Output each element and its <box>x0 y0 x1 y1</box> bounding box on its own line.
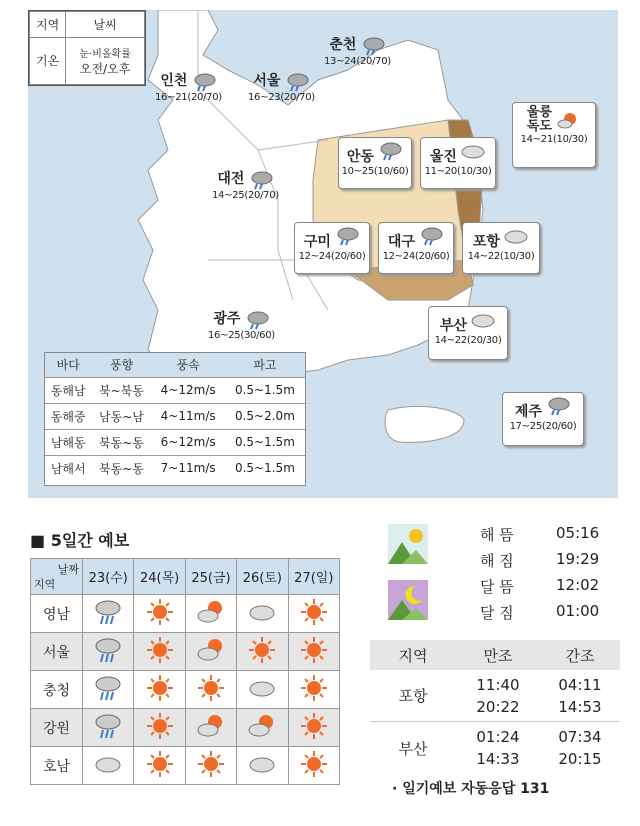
forecast-region: 호남 <box>31 747 83 785</box>
moonset-label: 달 짐 <box>480 604 514 622</box>
rain-icon <box>83 595 134 633</box>
sun-icon <box>288 671 339 709</box>
city-name: 구미 <box>303 234 331 250</box>
legend-region: 지역 <box>30 12 66 38</box>
city-gwangju <box>208 308 275 341</box>
sea-row <box>45 455 305 481</box>
cloud-icon <box>460 141 486 161</box>
sea-cell: 동해남 <box>45 377 91 403</box>
box-uljin <box>420 137 496 189</box>
sunset-label: 해 짐 <box>480 552 514 570</box>
tide-region: 부산 <box>398 739 428 758</box>
city-seoul <box>248 70 315 103</box>
temp-value: 16~21 <box>155 92 188 103</box>
sun-icon <box>185 671 236 709</box>
box-temp <box>513 134 595 145</box>
day-header: 23(수) <box>83 559 134 595</box>
city-name: 부산 <box>439 318 467 334</box>
sea-cell: 7~11m/s <box>151 455 224 481</box>
tide-time: 11:40 <box>476 675 520 694</box>
sea-cell: 0.5~1.5m <box>225 455 305 481</box>
rain-icon <box>83 671 134 709</box>
tide-header-cell: 만조 <box>483 646 513 665</box>
sun-icon <box>134 671 185 709</box>
sunset-time: 19:29 <box>556 550 600 568</box>
sun-icon <box>288 747 339 785</box>
prob-value: (30/60) <box>240 330 275 341</box>
sun-icon <box>134 747 185 785</box>
forecast-row <box>31 595 340 633</box>
city-name: 서울 <box>253 73 281 89</box>
sea-cell: 북~북동 <box>91 377 151 403</box>
suncloud-icon <box>185 709 236 747</box>
tide-header-cell: 간조 <box>565 646 595 665</box>
sea-table <box>44 352 306 486</box>
sea-row <box>45 377 305 403</box>
temp-value: 13~24 <box>324 56 357 67</box>
tide-time: 20:15 <box>558 750 602 768</box>
legend-temp: 기온 <box>30 37 66 84</box>
sea-cell: 북동~동 <box>91 455 151 481</box>
box-busan <box>428 306 508 360</box>
box-temp <box>379 251 453 262</box>
city-temp <box>212 190 279 201</box>
city-name: 광주 <box>213 311 241 327</box>
sunrise-label: 해 뜸 <box>480 526 514 544</box>
box-temp <box>503 421 583 432</box>
moonrise-label: 달 뜸 <box>480 578 514 596</box>
suncloud-icon <box>185 633 236 671</box>
tide-row <box>370 722 620 774</box>
cloud-icon <box>503 226 529 246</box>
rain-icon <box>377 141 403 161</box>
temp-value: 14~22 <box>434 335 467 346</box>
prob-value: (20/60) <box>541 421 577 432</box>
city-temp <box>155 92 222 103</box>
suncloud-icon <box>185 595 236 633</box>
prob-value: (10/60) <box>373 166 409 177</box>
city-name: 안동 <box>346 149 374 165</box>
prob-value: (20/30) <box>466 335 502 346</box>
sun-icon <box>134 595 185 633</box>
sun-icon <box>288 709 339 747</box>
day-header: 26(토) <box>237 559 288 595</box>
forecast-region: 영남 <box>31 595 83 633</box>
box-temp <box>421 166 495 177</box>
day-header: 25(금) <box>185 559 236 595</box>
prob-value: (20/60) <box>330 251 366 262</box>
sun-cloud-icon <box>555 110 581 130</box>
tide-time: 04:11 <box>558 675 602 694</box>
cloud-icon <box>470 310 496 330</box>
temp-value: 14~25 <box>212 190 245 201</box>
tide-high <box>456 726 540 770</box>
sunrise-time: 05:16 <box>556 524 600 542</box>
box-temp <box>295 251 369 262</box>
sun-icon <box>134 709 185 747</box>
sea-cell: 남해서 <box>45 455 91 481</box>
sea-cell: 0.5~2.0m <box>225 403 305 429</box>
rain-icon <box>334 226 360 246</box>
rain-icon <box>545 396 571 416</box>
sun-icon <box>288 633 339 671</box>
city-name: 포항 <box>472 234 500 250</box>
rain-icon <box>191 72 217 92</box>
forecast-region: 강원 <box>31 709 83 747</box>
tide-time: 20:22 <box>476 697 520 716</box>
temp-value: 17~25 <box>509 421 542 432</box>
sun-icon <box>134 633 185 671</box>
city-name: 춘천 <box>329 37 357 53</box>
box-ulleung <box>512 102 596 168</box>
cloud-icon <box>237 595 288 633</box>
box-temp <box>429 335 507 346</box>
cloud-icon <box>237 671 288 709</box>
corner-date: 날짜 <box>57 563 79 576</box>
temp-value: 16~25 <box>208 330 241 341</box>
prob-value: (20/70) <box>356 56 391 67</box>
sea-cell: 북동~동 <box>91 429 151 455</box>
prob-value: (20/70) <box>187 92 222 103</box>
sea-cell: 0.5~1.5m <box>225 429 305 455</box>
tide-region: 포항 <box>398 687 428 705</box>
tide-time: 14:33 <box>476 750 520 768</box>
city-temp <box>208 330 275 341</box>
sea-header: 바다 <box>45 353 91 377</box>
tide-low <box>540 674 620 718</box>
sea-cell: 남해동 <box>45 429 91 455</box>
tide-high <box>456 674 540 718</box>
sun-icon <box>237 633 288 671</box>
day-header: 24(목) <box>134 559 185 595</box>
box-temp <box>339 166 411 177</box>
sea-header: 풍향 <box>91 353 151 377</box>
city-incheon <box>155 70 222 103</box>
rain-icon <box>360 36 386 56</box>
sea-cell: 6~12m/s <box>151 429 224 455</box>
legend-weather: 날씨 <box>66 12 145 38</box>
box-daegu <box>378 222 454 274</box>
tide-header-cell: 지역 <box>398 646 428 665</box>
forecast-title: ■ 5일간 예보 <box>30 531 130 550</box>
sea-header: 파고 <box>225 353 305 377</box>
forecast-region: 서울 <box>31 633 83 671</box>
city-name: 울진 <box>429 149 457 165</box>
prob-value: (10/30) <box>456 166 492 177</box>
rain-icon <box>83 633 134 671</box>
city-daejeon <box>212 168 279 201</box>
rain-icon <box>284 72 310 92</box>
map-legend <box>28 10 146 86</box>
legend-prob <box>66 37 145 84</box>
legend-prob-top: 눈·비올확률 <box>79 48 131 60</box>
rain-icon <box>248 170 274 190</box>
city-name: 인천 <box>160 73 188 89</box>
cloud-icon <box>83 747 134 785</box>
tide-table <box>370 640 620 774</box>
city-name: 대전 <box>217 171 245 187</box>
city-chuncheon <box>324 34 391 67</box>
sea-row <box>45 429 305 455</box>
forecast-row <box>31 747 340 785</box>
sun-icon <box>185 747 236 785</box>
temp-value: 14~21 <box>520 134 553 145</box>
tide-time: 07:34 <box>558 728 602 746</box>
tide-time: 14:53 <box>558 697 602 716</box>
box-gumi <box>294 222 370 274</box>
temp-value: 11~20 <box>424 166 457 177</box>
city-temp <box>248 92 315 103</box>
auto-response-note: · 일기예보 자동응답 131 <box>392 781 550 797</box>
tide-row <box>370 670 620 722</box>
suncloud-icon <box>237 709 288 747</box>
temp-value: 12~24 <box>298 251 331 262</box>
box-andong <box>338 137 412 189</box>
city-name: 울릉 독도 <box>526 105 552 134</box>
tide-header <box>370 640 620 670</box>
sun-icon <box>288 595 339 633</box>
city-name: 대구 <box>387 234 415 250</box>
forecast-table <box>30 558 340 785</box>
box-pohang <box>462 222 540 274</box>
sea-cell: 남동~남 <box>91 403 151 429</box>
forecast-row <box>31 671 340 709</box>
forecast-row <box>31 709 340 747</box>
rain-icon <box>244 310 270 330</box>
forecast-title-text: 5일간 예보 <box>50 531 130 550</box>
prob-value: (20/70) <box>244 190 279 201</box>
moonset-time: 01:00 <box>556 602 600 620</box>
temp-value: 10~25 <box>341 166 374 177</box>
prob-value: (20/60) <box>414 251 450 262</box>
forecast-row <box>31 633 340 671</box>
forecast-region: 충청 <box>31 671 83 709</box>
box-temp <box>463 251 539 262</box>
box-jeju <box>502 392 584 446</box>
moonrise-time: 12:02 <box>556 576 600 594</box>
cloud-icon <box>237 747 288 785</box>
rain-icon <box>83 709 134 747</box>
sea-cell: 4~11m/s <box>151 403 224 429</box>
prob-value: (20/70) <box>280 92 315 103</box>
corner-region: 지역 <box>34 578 56 591</box>
sea-cell: 동해중 <box>45 403 91 429</box>
tide-time: 01:24 <box>476 728 520 746</box>
day-header: 27(일) <box>288 559 339 595</box>
prob-value: (10/30) <box>499 251 535 262</box>
forecast-corner <box>31 559 83 595</box>
tide-low <box>540 726 620 770</box>
legend-prob-bot: 오전/오후 <box>79 61 131 76</box>
sunrise-icon <box>388 524 428 564</box>
city-name: 제주 <box>514 404 542 420</box>
sea-row <box>45 403 305 429</box>
sea-cell: 0.5~1.5m <box>225 377 305 403</box>
sea-cell: 4~12m/s <box>151 377 224 403</box>
temp-value: 14~22 <box>467 251 500 262</box>
temp-value: 12~24 <box>382 251 415 262</box>
city-temp <box>324 56 391 67</box>
sea-header: 풍속 <box>151 353 224 377</box>
prob-value: (10/30) <box>552 134 588 145</box>
temp-value: 16~23 <box>248 92 281 103</box>
moonrise-icon <box>388 580 428 620</box>
rain-icon <box>418 226 444 246</box>
